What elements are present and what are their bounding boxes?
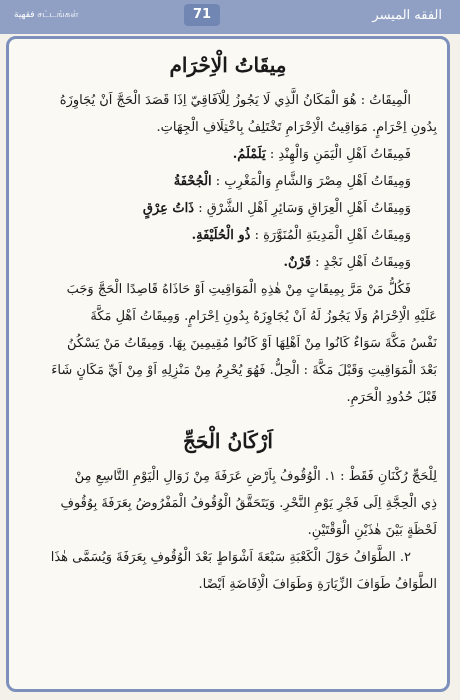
rule-line: بَعْدَ الْمَوَاقِيتِ وَقَبْلَ مَكَّةَ : الْحِلُّ. فَهُوَ يُحْرِمُ مِنْ مَنْزِلِهِ اَوْ مِنْ اَيِّ مَكَانٍ شَاءَ (51, 363, 437, 378)
miqat-region: وَمِيقَاتُ اَهْلِ الْعِرَاقِ وَسَائِرِ اَهْلِ الشَّرْقِ : (198, 201, 411, 216)
miqat-place: قَرْنٌ. (283, 255, 311, 270)
arkan-line: لَحْظَةٍ بَيْنَ هٰذَيْنِ الْوَقْتَيْنِ. (307, 523, 437, 538)
miqat-region: وَمِيقَاتُ اَهْلِ مِصْرَ وَالشَّامِ وَالْمَغْرِبِ : (215, 174, 411, 189)
rule-line: فَكُلُّ مَنْ مَرَّ بِمِيقَاتٍ مِنْ هٰذِهِ الْمَوَاقِيتِ اَوْ حَاذَاهُ قَاصِدًا الْحَجَّ وَجَبَ (66, 282, 411, 297)
header-small-text: சட்டங்கள் فقهية (14, 10, 79, 20)
page-header (0, 0, 460, 34)
miqat-place: ذُو الْحُلَيْفَةِ. (191, 228, 251, 243)
definition-line: الْمِيقَاتُ : هُوَ الْمَكَانُ الَّذِي لَا يَجُوزُ لِلْآفَاقِيّ اِذَا قَصَدَ الْحَجَّ اَنْ يُجَاوِزَهُ (59, 93, 411, 108)
content-frame (6, 36, 450, 692)
rule-line: قَبْلَ حُدُودِ الْحَرَمِ. (346, 390, 437, 405)
miqat-region: وَمِيقَاتُ اَهْلِ نَجْدٍ : (315, 255, 411, 270)
miqat-place: الْجُحْفَةُ (173, 174, 212, 189)
arkan-line: ذِي الْحِجَّةِ اِلَى فَجْرِ يَوْمِ النَّحْرِ. وَيَتَحَقَّقُ الْوُقُوفُ الْمَفْرُوضُ بِعَرَفَةَ بِوُقُوفِ (60, 496, 437, 511)
miqat-region: وَمِيقَاتُ اَهْلِ الْمَدِينَةِ الْمُنَوَّرَةِ : (254, 228, 411, 243)
definition-line: بِدُونِ اِحْرَامٍ. مَوَاقِيتُ الْاِحْرَامِ تَخْتَلِفُ بِاخْتِلَافِ الْجِهَاتِ. (156, 120, 437, 135)
arkan-line: ٢. الطَّوَافُ حَوْلَ الْكَعْبَةِ سَبْعَةَ اَشْوَاطٍ بَعْدَ الْوُقُوفِ بِعَرَفَةَ وَيُسَمَّى هٰذَا (50, 550, 411, 565)
arkan-line: الطَّوَافُ طَوَافَ الزِّيَارَةِ وَطَوَافَ الْاِفَاضَةِ اَيْضًا. (198, 577, 437, 592)
miqat-place: يَلَمْلَمُ. (232, 147, 266, 162)
miqat-item (19, 249, 437, 276)
miqat-region: فَمِيقَاتُ اَهْلِ الْيَمَنِ وَالْهِنْدِ : (269, 147, 411, 162)
rule-line: نَفْسُ مَكَّةَ سَوَاءٌ كَانُوا مِنْ اَهْلِهَا اَوْ كَانُوا مُقِيمِينَ بِهَا. وَمِيقَاتُ مَنْ يَسْكُنُ (66, 336, 437, 351)
section-title-arkan: اَرْكَانُ الْحَجِّ (183, 429, 273, 453)
running-title: الفقه الميسر (372, 8, 442, 23)
miqat-item (19, 141, 437, 168)
arkan-line: لِلْحَجِّ رُكْنَانِ فَقَطْ : ١. الْوُقُوفُ بِاَرْضِ عَرَفَةَ مِنْ زَوَالِ الْيَوْمِ التَّاسِعِ مِنْ (74, 469, 437, 484)
page-number: 71 (184, 4, 220, 26)
miqat-item (19, 168, 437, 195)
miqat-item (19, 222, 437, 249)
miqat-place: ذَاتُ عِرْقٍ (142, 201, 195, 216)
section-title-miqat: مِيقَاتُ الْاِحْرَام (169, 53, 287, 77)
page-content (19, 49, 437, 683)
rule-line: عَلَيْهِ الْاِحْرَامُ وَلَا يَجُوزُ لَهُ اَنْ يُجَاوِزَهُ بِدُونِ اِحْرَامٍ. وَمِيقَاتُ اَهْلِ مَكَّةَ (90, 309, 437, 324)
miqat-item (19, 195, 437, 222)
